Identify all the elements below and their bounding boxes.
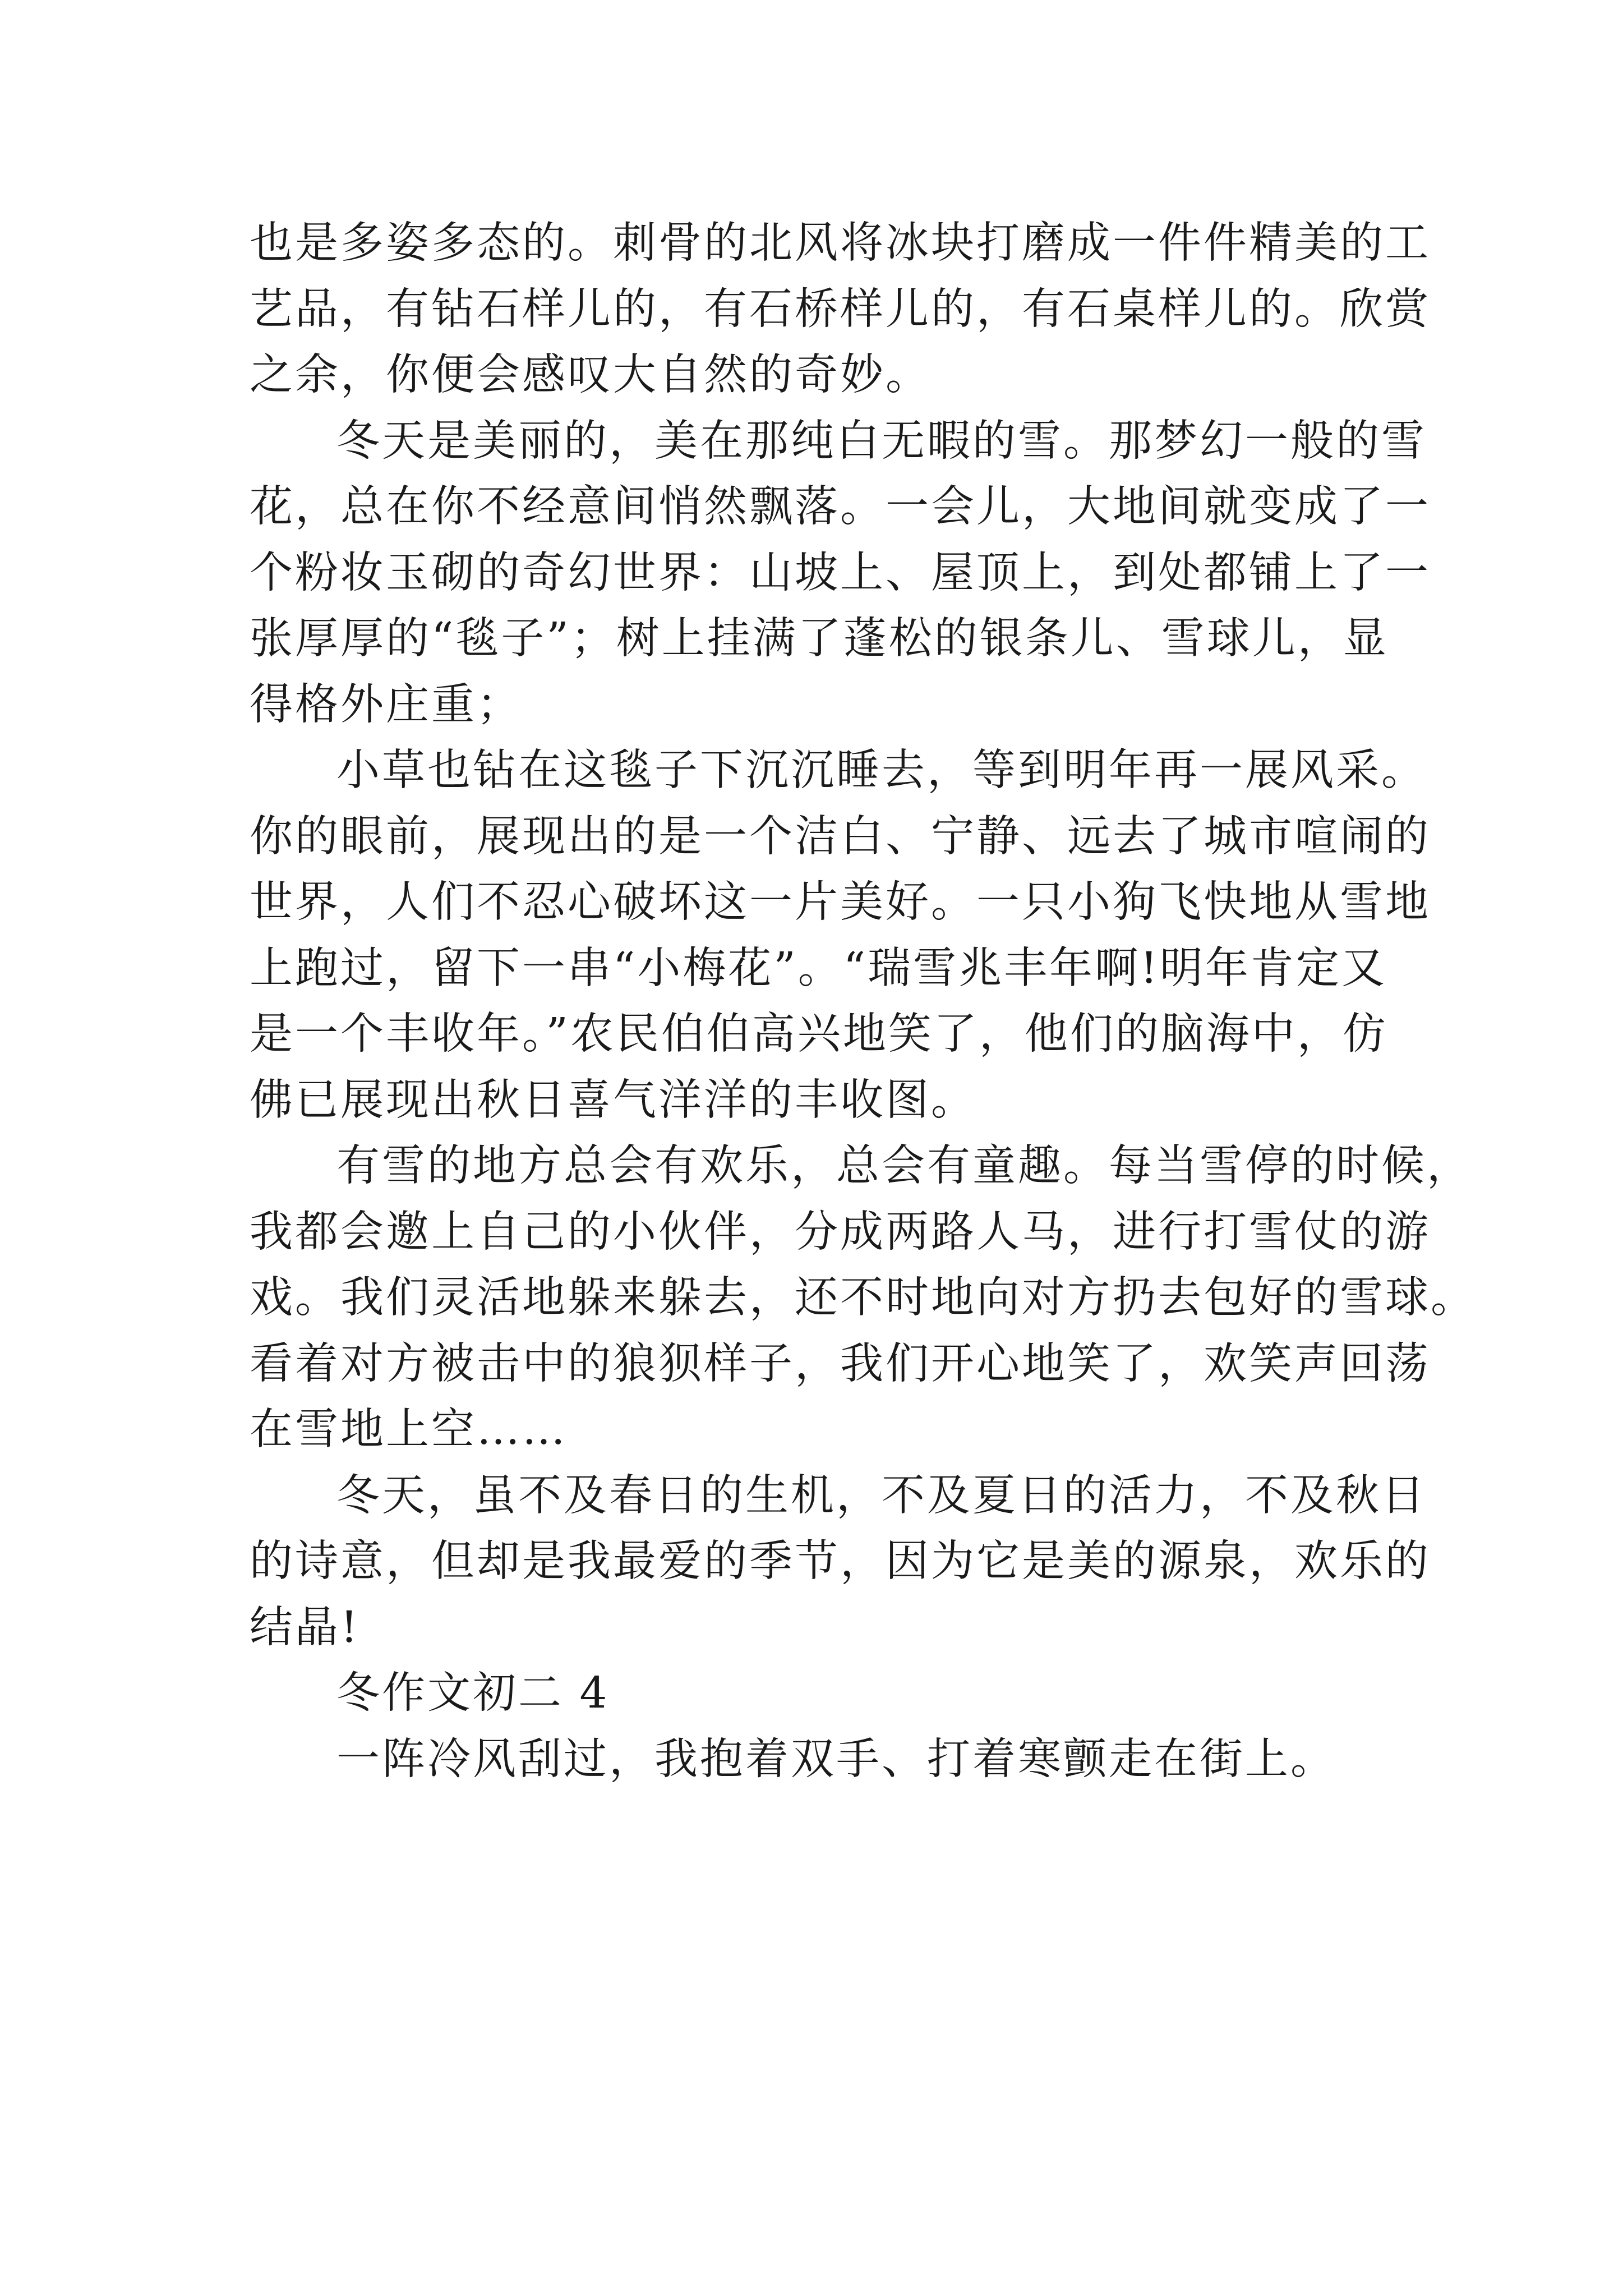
paragraph-2	[250, 408, 1431, 738]
text-line: 小草也钻在这毯子下沉沉睡去，等到明年再一展风采。	[336, 746, 1427, 795]
text-line: 你的眼前，展现出的是一个洁白、宁静、远去了城市喧闹的	[250, 811, 1431, 862]
paragraph-7	[250, 1727, 1399, 1793]
paragraph-3	[250, 738, 1431, 1133]
text-line: 上跑过，留下一串“小梅花”。“瑞雪兆丰年啊!明年肯定又	[250, 943, 1387, 993]
text-line: 冬作文初二 4	[336, 1668, 610, 1718]
text-line: 的诗意，但却是我最爱的季节，因为它是美的源泉，欢乐的	[250, 1536, 1431, 1586]
text-line: 花，总在你不经意间悄然飘落。一会儿，大地间就变成了一	[250, 482, 1431, 532]
text-line: 是一个丰收年。”农民伯伯高兴地笑了，他们的脑海中，仿	[250, 1009, 1388, 1059]
text-line: 冬天，虽不及春日的生机，不及夏日的活力，不及秋日	[336, 1470, 1427, 1521]
section-heading	[250, 1660, 1399, 1727]
text-line: 看着对方被击中的狼狈样子，我们开心地笑了，欢笑声回荡	[250, 1338, 1431, 1389]
text-line: 得格外庄重；	[250, 679, 522, 730]
paragraph-5	[250, 1463, 1431, 1661]
text-line: 结晶!	[250, 1602, 360, 1653]
text-line: 艺品，有钻石样儿的，有石桥样儿的，有石桌样儿的。欣赏	[250, 284, 1431, 334]
document-body	[250, 210, 1476, 1792]
text-line: 冬天是美丽的，美在那纯白无暇的雪。那梦幻一般的雪	[336, 416, 1427, 466]
text-line: 戏。我们灵活地躲来躲去，还不时地向对方扔去包好的雪球。	[250, 1273, 1476, 1323]
text-line: 在雪地上空……	[250, 1405, 568, 1455]
paragraph-1	[250, 210, 1431, 408]
text-line: 佛已展现出秋日喜气洋洋的丰收图。	[250, 1075, 976, 1125]
text-line: 也是多姿多态的。刺骨的北风将冰块打磨成一件件精美的工	[250, 218, 1431, 268]
text-line: 个粉妆玉砌的奇幻世界：山坡上、屋顶上，到处都铺上了一	[250, 547, 1431, 598]
paragraph-4	[250, 1133, 1476, 1463]
text-line: 我都会邀上自己的小伙伴，分成两路人马，进行打雪仗的游	[250, 1207, 1431, 1257]
text-line: 一阵冷风刮过，我抱着双手、打着寒颤走在街上。	[336, 1734, 1336, 1784]
text-line: 世界，人们不忍心破坏这一片美好。一只小狗飞快地从雪地	[250, 877, 1431, 927]
text-line: 之余，你便会感叹大自然的奇妙。	[250, 350, 931, 400]
text-line: 张厚厚的“毯子”；树上挂满了蓬松的银条儿、雪球儿，显	[250, 614, 1389, 664]
text-line: 有雪的地方总会有欢乐，总会有童趣。每当雪停的时候，	[336, 1141, 1472, 1191]
